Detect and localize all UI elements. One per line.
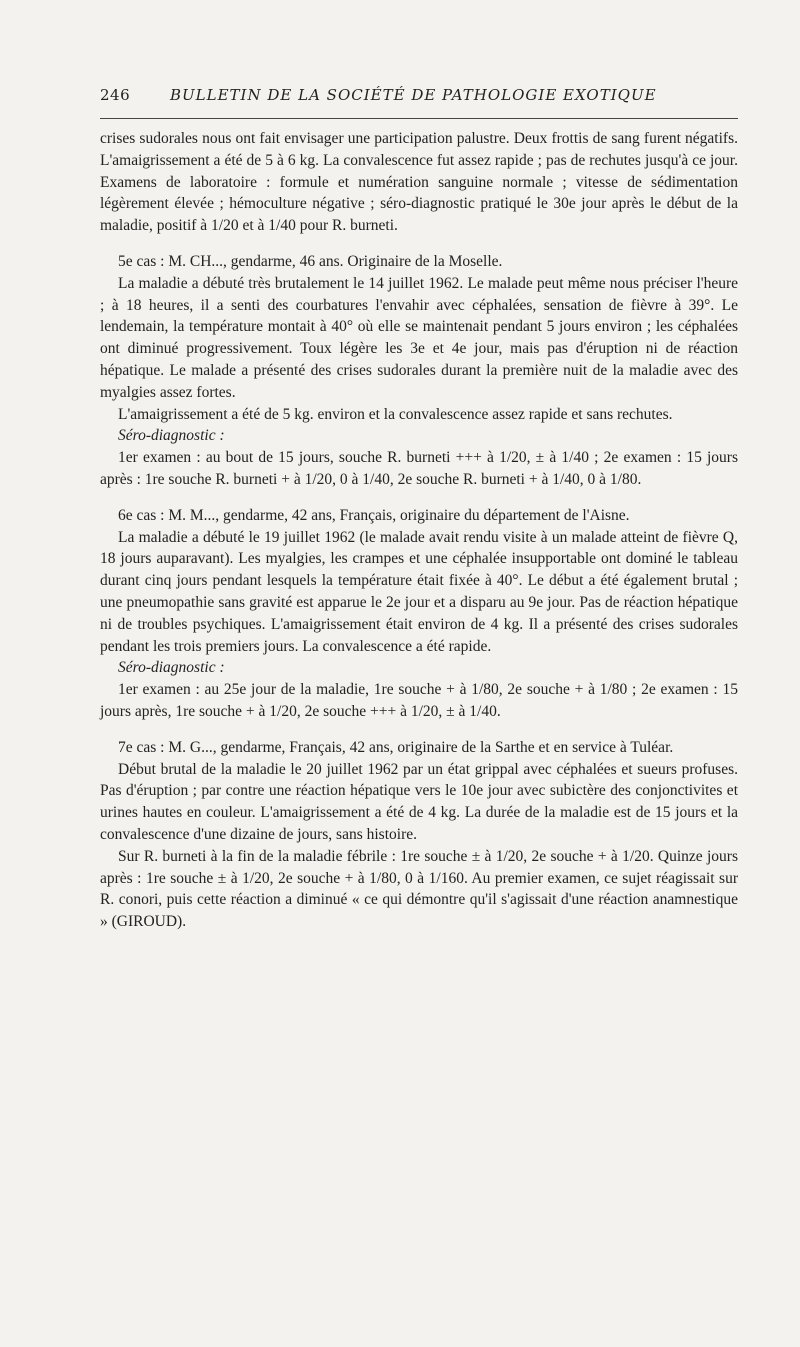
running-header (100, 86, 740, 104)
case-7-heading: 7e cas : M. G..., gendarme, Français, 42 ans, originaire de la Sarthe et en service à Tuléar. (118, 738, 674, 756)
case-6-description: La maladie a débuté le 19 juillet 1962 (le malade avait rendu visite à un malade atteint de fièvre Q, 18 jours auparavant). Les myalgies, les crampes et une céphalée insupportable ont dominé le tableau durant cinq jours pendant lesquels la température était fixée à 40°. Le début a été également brutal ; une pneumopathie sans gravité est apparue le 2e jour et a disparu au 9e jour. Pas de réaction hépatique ni de troubles psychiques. L'amaigrissement était environ de 4 kg. Il a présenté des crises sudorales pendant les trois premiers jours. La convalescence a été rapide. (100, 528, 738, 655)
journal-title: BULLETIN DE LA SOCIÉTÉ DE PATHOLOGIE EXOTIQUE (170, 86, 657, 104)
case-6-heading: 6e cas : M. M..., gendarme, 42 ans, Français, originaire du département de l'Aisne. (118, 506, 630, 524)
case-5-serology: 1er examen : au bout de 15 jours, souche R. burneti +++ à 1/20, ± à 1/40 ; 2e examen : 15 jours après : 1re souche R. burneti + à 1/20, 0 à 1/40, 2e souche R. burneti + à 1/40, 0 à 1/80. (100, 449, 738, 488)
sero-diagnostic-label: Séro-diagnostic : (118, 427, 225, 445)
case-7-description: Début brutal de la maladie le 20 juillet 1962 par un état grippal avec céphalées et sueurs profuses. Pas d'éruption ; par contre une réaction hépatique vers le 10e jour avec subictère des conjonctivites et urines hautes en couleur. L'amaigrissement a été de 4 kg. La durée de la maladie est de 15 jours et la convalescence d'une dizaine de jours, sans histoire. (100, 760, 738, 843)
paragraph-continuation: crises sudorales nous ont fait envisager une participation palustre. Deux frottis de sang furent négatifs. L'amaigrissement a été de 5 à 6 kg. La convalescence fut assez rapide ; pas de rechutes jusqu'à ce jour. Examens de laboratoire : formule et numération sanguine normale ; vitesse de sédimentation légèrement élevée ; hémoculture négative ; séro-diagnostic pratiqué le 30e jour après le début de la maladie, positif à 1/20 et à 1/40 pour R. burneti. (100, 130, 738, 235)
case-5-outcome: L'amaigrissement a été de 5 kg. environ et la convalescence assez rapide et sans rechutes. (118, 405, 673, 423)
case-5-description: La maladie a débuté très brutalement le 14 juillet 1962. Le malade peut même nous préciser l'heure ; à 18 heures, il a senti des courbatures l'envahir avec céphalées, sensation de fièvre à 39°. Le lendemain, la température montait à 40° où elle se maintenait pendant 5 jours environ ; les céphalées ont diminué progressivement. Toux légère les 3e et 4e jour, mais pas d'éruption ni de réaction hépatique. Le malade a présenté des crises sudorales durant la première nuit de la maladie avec des myalgies assez fortes. (100, 274, 738, 401)
case-7-serology: Sur R. burneti à la fin de la maladie fébrile : 1re souche ± à 1/20, 2e souche + à 1/20. Quinze jours après : 1re souche ± à 1/20, 2e souche + à 1/80, 0 à 1/160. Au premier examen, ce sujet réagissait sur R. conori, puis cette réaction a diminué « ce qui démontre qu'il s'agissait d'une réaction anamnestique » (GIROUD). (100, 847, 738, 931)
header-rule (100, 118, 738, 119)
case-5-heading: 5e cas : M. CH..., gendarme, 46 ans. Originaire de la Moselle. (118, 252, 503, 270)
article-body (100, 128, 738, 933)
case-6-serology: 1er examen : au 25e jour de la maladie, 1re souche + à 1/80, 2e souche + à 1/80 ; 2e examen : 15 jours après, 1re souche + à 1/20, 2e souche +++ à 1/20, ± à 1/40. (100, 681, 738, 720)
sero-diagnostic-label: Séro-diagnostic : (118, 659, 225, 677)
page-number: 246 (100, 86, 131, 104)
